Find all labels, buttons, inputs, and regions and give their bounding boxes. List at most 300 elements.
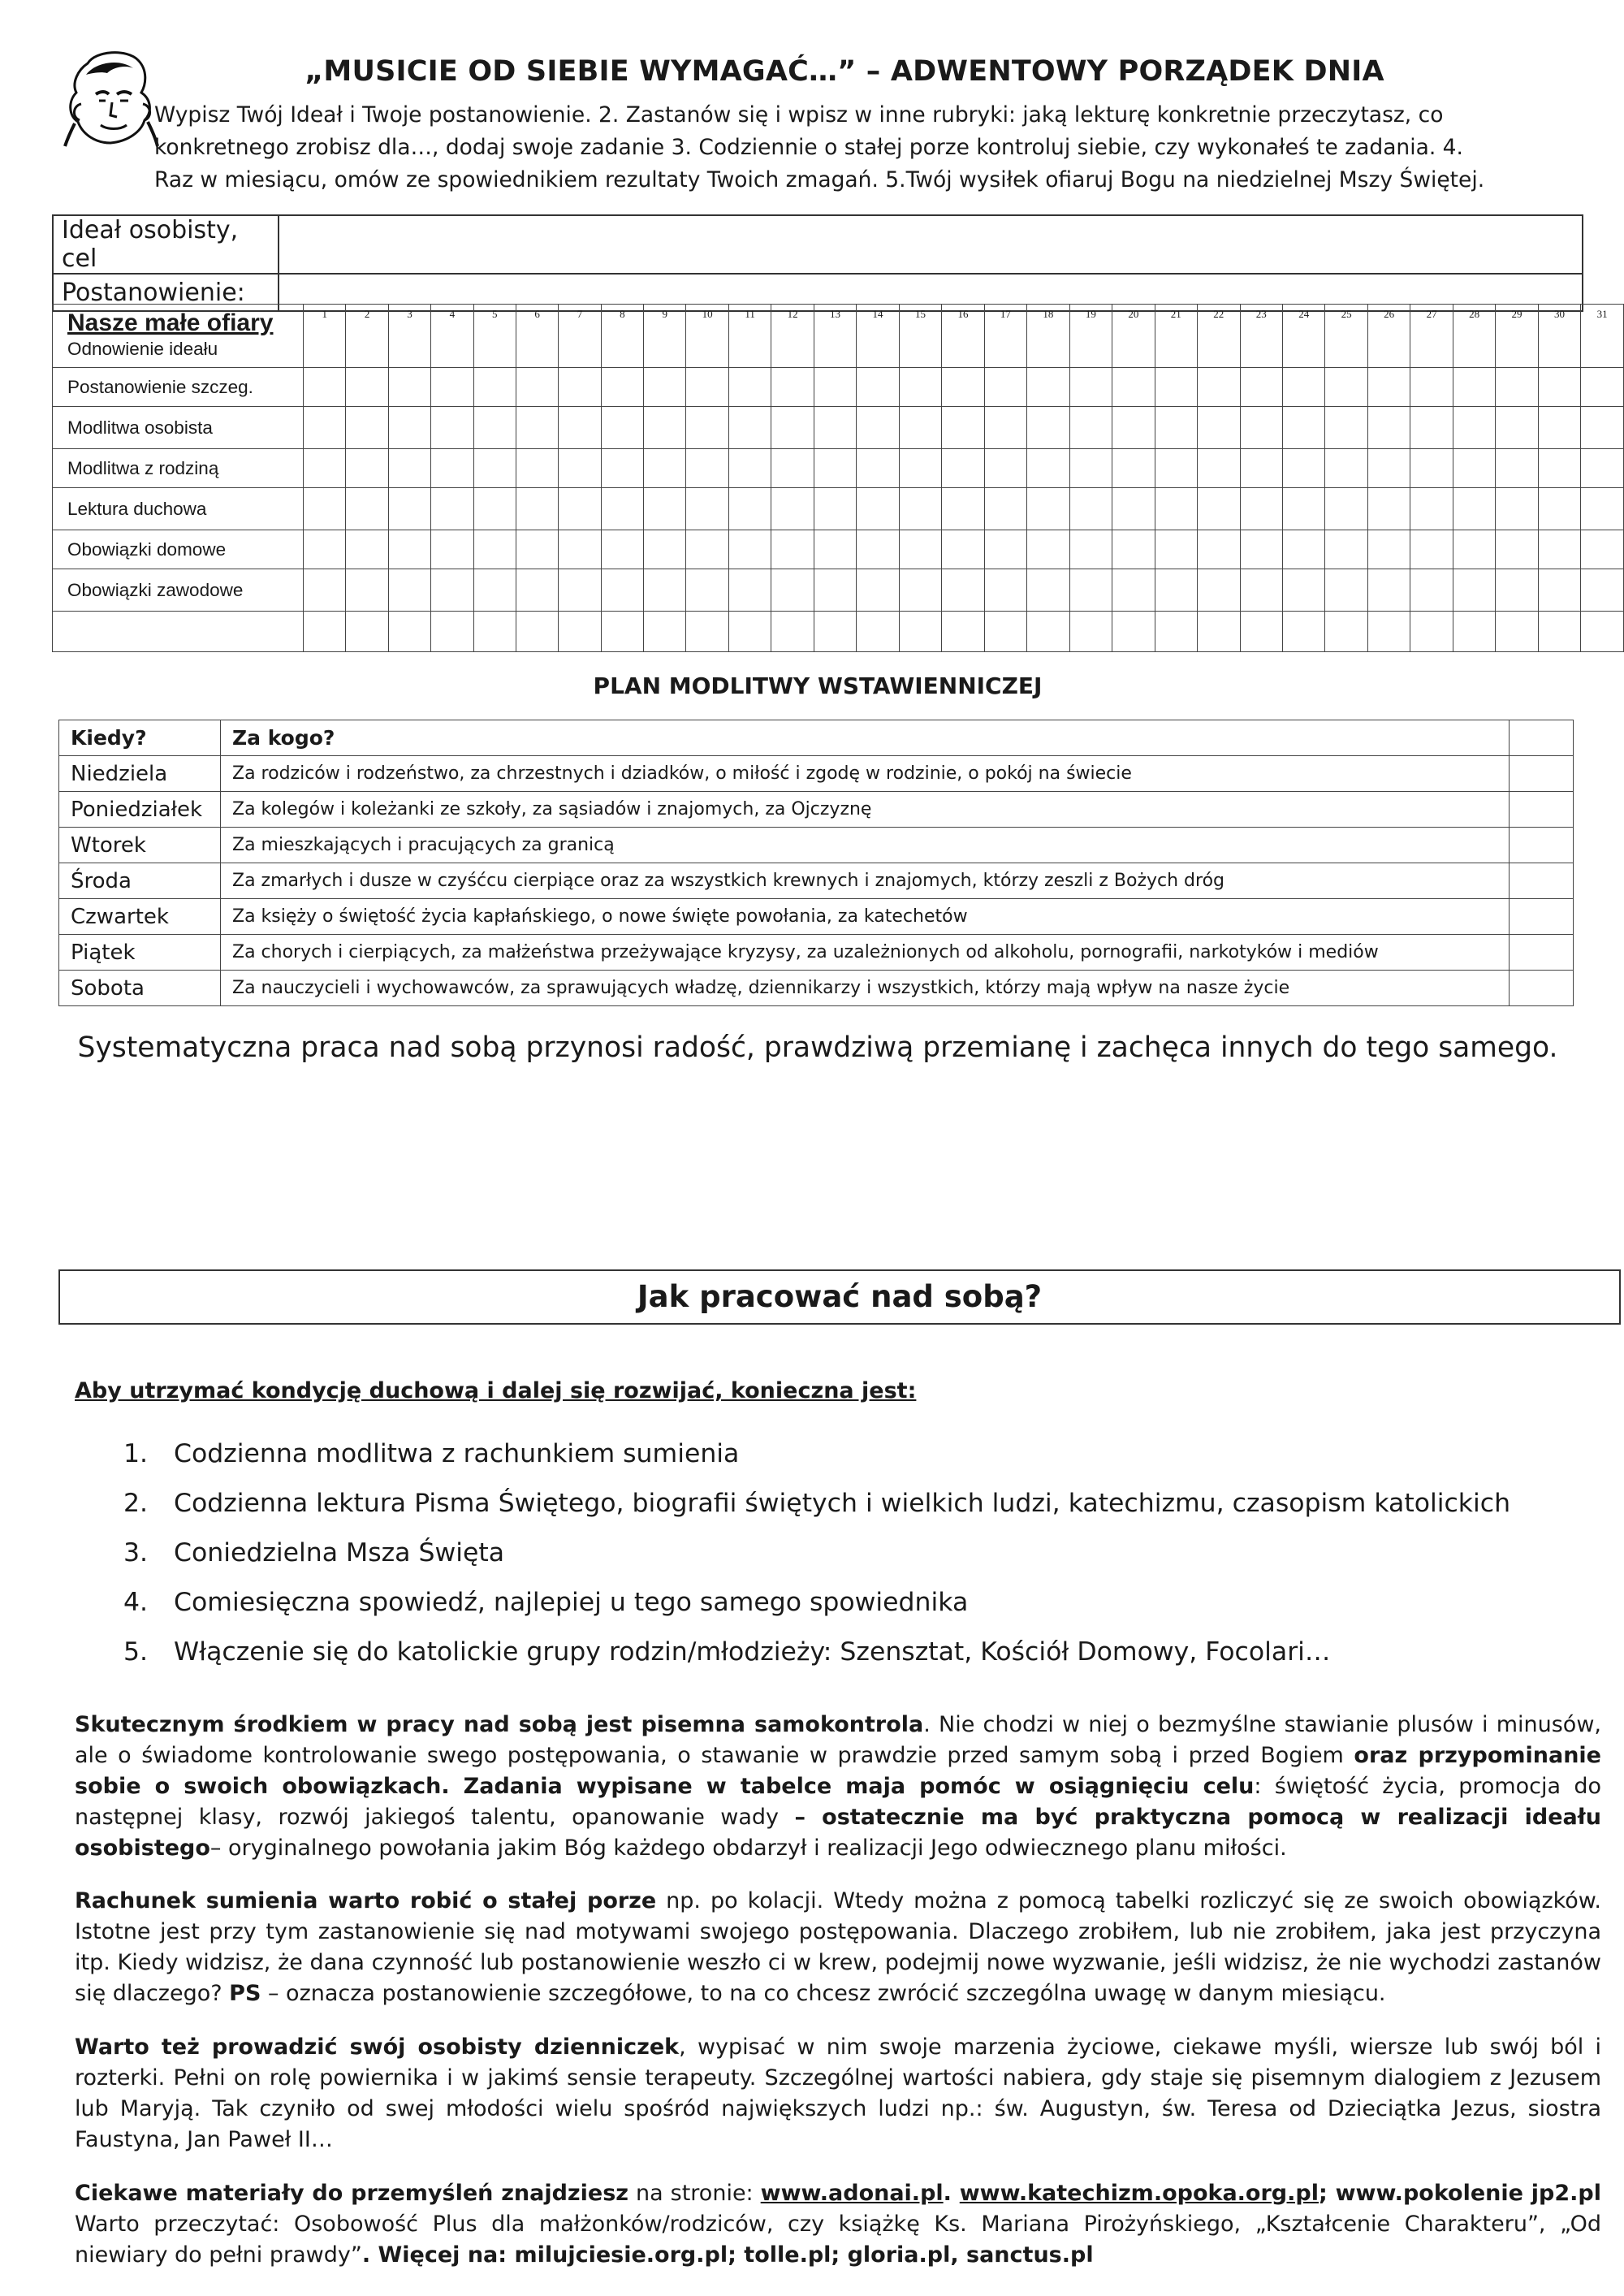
tracker-check-cell[interactable] — [1410, 569, 1453, 612]
tracker-check-cell[interactable] — [1538, 407, 1580, 449]
tracker-check-cell[interactable] — [1538, 530, 1580, 569]
prayer-intention: Za mieszkających i pracujących za granicą — [221, 828, 1510, 863]
conditions-list — [123, 1429, 1569, 1677]
tracker-check-cell[interactable] — [644, 530, 686, 569]
page-title: „MUSICIE OD SIEBIE WYMAGAĆ…” – ADWENTOWY PORZĄDEK DNIA — [304, 55, 1384, 88]
tracker-check-cell[interactable] — [1325, 488, 1367, 530]
tracker-check-cell[interactable] — [942, 569, 984, 612]
tracker-check-cell[interactable] — [899, 612, 941, 652]
tracker-check-cell[interactable] — [516, 368, 558, 407]
tracker-check-cell[interactable] — [516, 449, 558, 488]
check-cell[interactable] — [1510, 899, 1574, 935]
tracker-check-cell[interactable] — [984, 569, 1026, 612]
day-column-header: 19 — [1069, 305, 1112, 368]
tracker-check-cell[interactable] — [1282, 449, 1324, 488]
day-column-header: 12 — [771, 305, 814, 368]
tracker-check-cell[interactable] — [346, 530, 388, 569]
conditions-heading: Aby utrzymać kondycję duchową i dalej się rozwijać, konieczna jest: — [75, 1378, 917, 1403]
tracker-check-cell[interactable] — [771, 407, 814, 449]
paragraph-materials — [75, 2178, 1601, 2271]
instruction-line: Raz w miesiącu, omów ze spowiednikiem rezultaty Twoich zmagań. 5.Twój wysiłek ofiaruj Bogu na niedzielnej Mszy Świętej. — [154, 167, 1485, 192]
ideal-table — [52, 214, 1583, 312]
tracker-check-cell[interactable] — [942, 530, 984, 569]
day-column-header: 10 — [686, 305, 728, 368]
tracker-check-cell[interactable] — [431, 488, 473, 530]
day-column-header: 22 — [1198, 305, 1240, 368]
tracker-check-cell[interactable] — [1325, 407, 1367, 449]
tracker-check-cell[interactable] — [644, 449, 686, 488]
tracker-check-cell[interactable] — [899, 530, 941, 569]
tracker-check-cell[interactable] — [814, 612, 856, 652]
tracker-check-cell[interactable] — [473, 612, 516, 652]
tracker-check-cell[interactable] — [1240, 488, 1282, 530]
tracker-check-cell[interactable] — [559, 569, 601, 612]
tracker-check-cell[interactable] — [1027, 368, 1069, 407]
prayer-intention: Za kolegów i koleżanki ze szkoły, za sąsiadów i znajomych, za Ojczyznę — [221, 792, 1510, 828]
day-column-header: 7 — [559, 305, 601, 368]
tracker-check-cell[interactable] — [304, 449, 346, 488]
tracker-check-cell[interactable] — [857, 612, 899, 652]
tracker-check-cell[interactable] — [1027, 569, 1069, 612]
tracker-check-cell[interactable] — [1155, 407, 1197, 449]
tracker-check-cell[interactable] — [1198, 530, 1240, 569]
tracker-check-cell[interactable] — [1069, 569, 1112, 612]
tracker-check-cell[interactable] — [1112, 449, 1155, 488]
tracker-check-cell[interactable] — [1112, 488, 1155, 530]
tracker-check-cell[interactable] — [601, 407, 643, 449]
tracker-check-cell[interactable] — [1069, 368, 1112, 407]
tracker-check-cell[interactable] — [771, 530, 814, 569]
tracker-check-cell[interactable] — [686, 368, 728, 407]
prayer-day: Środa — [59, 863, 221, 899]
tracker-check-cell[interactable] — [1367, 612, 1410, 652]
list-item — [123, 1429, 1569, 1479]
tracker-check-cell[interactable] — [1325, 530, 1367, 569]
tracker-check-cell[interactable] — [1496, 449, 1538, 488]
tracker-check-cell[interactable] — [857, 407, 899, 449]
tracker-check-cell[interactable] — [857, 488, 899, 530]
day-column-header: 9 — [644, 305, 686, 368]
tracker-check-cell[interactable] — [1453, 449, 1495, 488]
tracker-check-cell[interactable] — [516, 530, 558, 569]
para-text: np. po kolacji. Wtedy można z pomocą tabelki rozliczyć się ze swoich obowiązków. Istotne jest przy tym zastanowienie się nad motywami swojego postępowania. Dlaczego zrobiłem, lub nie zrobiłem, jaka jest przyczyna itp. Kiedy widzisz, że dana czynność lub postanowienie weszło ci w krew, podejmij nowe wyzwanie, jeśli widzisz, że nie wychodzi zastanów się dlaczego? — [75, 1888, 1601, 2006]
tracker-check-cell[interactable] — [304, 407, 346, 449]
tracker-check-cell[interactable] — [899, 569, 941, 612]
tracker-check-cell[interactable] — [1155, 368, 1197, 407]
tracker-check-cell[interactable] — [1496, 530, 1538, 569]
day-column-header: 23 — [1240, 305, 1282, 368]
tracker-check-cell[interactable] — [1367, 488, 1410, 530]
tracker-check-cell[interactable] — [899, 488, 941, 530]
tracker-check-cell[interactable] — [814, 407, 856, 449]
day-column-header: 17 — [984, 305, 1026, 368]
tracker-check-cell[interactable] — [1069, 612, 1112, 652]
tracker-check-cell[interactable] — [899, 368, 941, 407]
tracker-check-cell[interactable] — [1198, 407, 1240, 449]
para-bold: . — [943, 2181, 960, 2206]
tracker-check-cell[interactable] — [899, 407, 941, 449]
tracker-check-cell[interactable] — [1453, 488, 1495, 530]
tracker-check-cell[interactable] — [1027, 407, 1069, 449]
day-column-header: 26 — [1367, 305, 1410, 368]
day-column-header: 2 — [346, 305, 388, 368]
tracker-check-cell[interactable] — [388, 368, 430, 407]
tracker-check-cell[interactable] — [1282, 612, 1324, 652]
tracker-check-cell[interactable] — [431, 449, 473, 488]
tracker-check-cell[interactable] — [1240, 569, 1282, 612]
tracker-check-cell[interactable] — [644, 612, 686, 652]
tracker-check-cell[interactable] — [516, 569, 558, 612]
tracker-check-cell[interactable] — [1581, 612, 1624, 652]
tracker-check-cell[interactable] — [1155, 449, 1197, 488]
tracker-check-cell[interactable] — [1581, 407, 1624, 449]
tracker-check-cell[interactable] — [814, 449, 856, 488]
tracker-check-cell[interactable] — [728, 569, 771, 612]
day-column-header: 25 — [1325, 305, 1367, 368]
tracker-check-cell[interactable] — [899, 449, 941, 488]
tracker-check-cell[interactable] — [346, 488, 388, 530]
tracker-check-cell[interactable] — [1367, 449, 1410, 488]
tracker-check-cell[interactable] — [1112, 368, 1155, 407]
prayer-plan-table — [58, 720, 1574, 1006]
tracker-check-cell[interactable] — [814, 530, 856, 569]
tracker-check-cell[interactable] — [1282, 569, 1324, 612]
tracker-check-cell[interactable] — [559, 368, 601, 407]
tracker-check-cell[interactable] — [1581, 368, 1624, 407]
prayer-intention: Za chorych i cierpiących, za małżeństwa przeżywające kryzysy, za uzależnionych od alkoholu, pornografii, narkotyków i mediów — [221, 935, 1510, 971]
tracker-check-cell[interactable] — [304, 612, 346, 652]
tracker-check-cell[interactable] — [1155, 488, 1197, 530]
tracker-check-cell[interactable] — [304, 569, 346, 612]
tracker-check-cell[interactable] — [644, 407, 686, 449]
tracker-check-cell[interactable] — [1282, 407, 1324, 449]
tracker-check-cell[interactable] — [1027, 530, 1069, 569]
tracker-check-cell[interactable] — [1410, 449, 1453, 488]
tracker-check-cell[interactable] — [431, 530, 473, 569]
tracker-item-label: Lektura duchowa — [53, 488, 304, 530]
tracker-item-label: Odnowienie ideału — [67, 339, 218, 359]
check-cell[interactable] — [1510, 971, 1574, 1006]
tracker-check-cell[interactable] — [473, 368, 516, 407]
tracker-check-cell[interactable] — [984, 530, 1026, 569]
para-text: , wypisać w nim swoje marzenia życiowe, ciekawe myśli, wiersze lub swój ból i rozterki. Pełni on rolę powiernika i w jakimś sensie terapeuty. Szczególnej wartości nabiera, gdy staje się pisemnym dialogiem z Jezusem lub Maryją. Tak czyniło od swej młodości wielu spośród największych ludzi np.: św. Augustyn, św. Teresa od Dzieciątka Jezus, siostra Faustyna, Jan Paweł II… — [75, 2034, 1602, 2152]
tracker-check-cell[interactable] — [942, 407, 984, 449]
tracker-check-cell[interactable] — [1453, 368, 1495, 407]
offerings-tracker-table — [52, 304, 1624, 652]
tracker-check-cell[interactable] — [601, 569, 643, 612]
check-cell[interactable] — [1510, 792, 1574, 828]
tracker-check-cell[interactable] — [1325, 449, 1367, 488]
tracker-check-cell[interactable] — [1496, 488, 1538, 530]
tracker-check-cell[interactable] — [1069, 407, 1112, 449]
check-cell[interactable] — [1510, 756, 1574, 792]
paragraph-self-control — [75, 1710, 1601, 1864]
tracker-check-cell[interactable] — [942, 449, 984, 488]
tracker-check-cell[interactable] — [304, 368, 346, 407]
tracker-check-cell[interactable] — [1325, 368, 1367, 407]
closing-sentence: Systematyczna praca nad sobą przynosi radość, prawdziwą przemianę i zachęca innych do tego samego. — [77, 1031, 1558, 1064]
tracker-check-cell[interactable] — [771, 488, 814, 530]
tracker-check-cell[interactable] — [388, 449, 430, 488]
tracker-heading: Nasze małe ofiary — [67, 309, 274, 336]
tracker-check-cell[interactable] — [984, 488, 1026, 530]
tracker-check-cell[interactable] — [1240, 449, 1282, 488]
tracker-check-cell[interactable] — [1325, 569, 1367, 612]
tracker-check-cell[interactable] — [1112, 569, 1155, 612]
prayer-day: Piątek — [59, 935, 221, 971]
tracker-check-cell[interactable] — [1496, 407, 1538, 449]
tracker-check-cell[interactable] — [984, 612, 1026, 652]
tracker-check-cell[interactable] — [1198, 612, 1240, 652]
instructions — [154, 99, 1535, 197]
tracker-item-label: Obowiązki zawodowe — [53, 569, 304, 612]
tracker-check-cell[interactable] — [686, 569, 728, 612]
instruction-line: Wypisz Twój Ideał i Twoje postanowienie. 2. Zastanów się i wpisz w inne rubryki: jaką lekturę konkretnie przeczytasz, co — [154, 102, 1444, 128]
tracker-check-cell[interactable] — [473, 569, 516, 612]
tracker-check-cell[interactable] — [814, 569, 856, 612]
tracker-check-cell[interactable] — [728, 488, 771, 530]
tracker-check-cell[interactable] — [814, 368, 856, 407]
tracker-check-cell[interactable] — [1538, 612, 1580, 652]
tracker-check-cell[interactable] — [1367, 407, 1410, 449]
tracker-check-cell[interactable] — [1240, 530, 1282, 569]
tracker-check-cell[interactable] — [1240, 407, 1282, 449]
tracker-check-cell[interactable] — [1027, 488, 1069, 530]
tracker-check-cell[interactable] — [728, 407, 771, 449]
tracker-check-cell[interactable] — [1581, 449, 1624, 488]
tracker-check-cell[interactable] — [346, 569, 388, 612]
day-column-header: 18 — [1027, 305, 1069, 368]
para-bold: oraz przypominanie sobie o swoich obowiązkach. Zadania wypisane w tabelce maja pomóc w osiągnięciu celu — [75, 1743, 1601, 1799]
para-text: Warto przeczytać: Osobowość Plus dla małżonków/rodziców, czy książkę Ks. Mariana Pirożyńskiego, „Kształcenie Charakteru”, „Od niewiary do pełni prawdy” — [75, 2212, 1601, 2268]
tracker-check-cell[interactable] — [431, 569, 473, 612]
tracker-check-cell[interactable] — [601, 449, 643, 488]
tracker-check-cell[interactable] — [1069, 530, 1112, 569]
tracker-check-cell[interactable] — [1027, 449, 1069, 488]
tracker-check-cell[interactable] — [1410, 488, 1453, 530]
col-when-header: Kiedy? — [59, 720, 221, 756]
list-item — [123, 1479, 1569, 1529]
tracker-check-cell[interactable] — [1198, 449, 1240, 488]
check-cell[interactable] — [1510, 863, 1574, 899]
tracker-check-cell[interactable] — [1453, 530, 1495, 569]
tracker-check-cell[interactable] — [431, 612, 473, 652]
tracker-check-cell[interactable] — [1112, 530, 1155, 569]
tracker-check-cell[interactable] — [942, 488, 984, 530]
tracker-check-cell[interactable] — [728, 449, 771, 488]
tracker-check-cell[interactable] — [1198, 368, 1240, 407]
prayer-intention: Za księży o świętość życia kapłańskiego, o nowe święte powołania, za katechetów — [221, 899, 1510, 935]
tracker-heading-cell — [53, 305, 304, 368]
para-bold: – ostatecznie ma być praktyczna pomocą w realizacji ideału osobistego — [75, 1805, 1601, 1861]
day-column-header: 20 — [1112, 305, 1155, 368]
tracker-check-cell[interactable] — [1155, 569, 1197, 612]
tracker-check-cell[interactable] — [771, 368, 814, 407]
tracker-check-cell[interactable] — [559, 530, 601, 569]
ideal-field[interactable] — [279, 215, 1583, 274]
tracker-check-cell[interactable] — [644, 569, 686, 612]
link-pokolenie[interactable]: ; www.pokolenie jp2.pl — [1318, 2181, 1601, 2206]
tracker-check-cell[interactable] — [304, 488, 346, 530]
check-cell[interactable] — [1510, 935, 1574, 971]
tracker-check-cell[interactable] — [473, 449, 516, 488]
prayer-intention: Za rodziców i rodzeństwo, za chrzestnych i dziadków, o miłość i zgodę w rodzinie, o pokój na świecie — [221, 756, 1510, 792]
tracker-check-cell[interactable] — [1410, 407, 1453, 449]
tracker-check-cell[interactable] — [814, 488, 856, 530]
tracker-check-cell[interactable] — [1410, 530, 1453, 569]
tracker-check-cell[interactable] — [1538, 449, 1580, 488]
tracker-check-cell[interactable] — [1496, 368, 1538, 407]
tracker-item-label: Modlitwa osobista — [53, 407, 304, 449]
tracker-check-cell[interactable] — [1496, 612, 1538, 652]
tracker-check-cell[interactable] — [1581, 569, 1624, 612]
tracker-check-cell[interactable] — [388, 407, 430, 449]
para-text: . Nie chodzi w niej o bezmyślne stawianie plusów i minusów, ale o świadome kontrolowanie swego postępowania, o stawanie w prawdzie przed samym sobą i przed Bogiem — [75, 1712, 1601, 1768]
tracker-check-cell[interactable] — [1325, 612, 1367, 652]
tracker-check-cell[interactable] — [1240, 612, 1282, 652]
tracker-check-cell[interactable] — [431, 368, 473, 407]
tracker-check-cell[interactable] — [728, 530, 771, 569]
tracker-check-cell[interactable] — [771, 569, 814, 612]
tracker-check-cell[interactable] — [644, 488, 686, 530]
ideal-label: Ideał osobisty, cel — [53, 215, 279, 274]
tracker-check-cell[interactable] — [942, 368, 984, 407]
tracker-check-cell[interactable] — [857, 569, 899, 612]
tracker-check-cell[interactable] — [686, 488, 728, 530]
tracker-check-cell[interactable] — [1538, 368, 1580, 407]
check-cell[interactable] — [1510, 720, 1574, 756]
link-katechizm[interactable]: www.katechizm.opoka.org.pl — [959, 2181, 1319, 2206]
tracker-check-cell[interactable] — [1496, 569, 1538, 612]
tracker-check-cell[interactable] — [1367, 530, 1410, 569]
tracker-check-cell[interactable] — [686, 407, 728, 449]
tracker-check-cell[interactable] — [473, 488, 516, 530]
day-column-header: 11 — [728, 305, 771, 368]
tracker-check-cell[interactable] — [346, 368, 388, 407]
day-column-header: 3 — [388, 305, 430, 368]
tracker-check-cell[interactable] — [1453, 569, 1495, 612]
tracker-check-cell[interactable] — [771, 449, 814, 488]
tracker-check-cell[interactable] — [1282, 368, 1324, 407]
tracker-check-cell[interactable] — [516, 488, 558, 530]
prayer-intention: Za zmarłych i dusze w czyśćcu cierpiące oraz za wszystkich krewnych i znajomych, którzy zeszli z Bożych dróg — [221, 863, 1510, 899]
list-text: Coniedzielna Msza Święta — [174, 1538, 505, 1567]
tracker-check-cell[interactable] — [1282, 488, 1324, 530]
tracker-check-cell[interactable] — [1240, 368, 1282, 407]
tracker-check-cell[interactable] — [346, 449, 388, 488]
paragraph-conscience — [75, 1886, 1601, 2009]
day-column-header: 5 — [473, 305, 516, 368]
tracker-check-cell[interactable] — [857, 530, 899, 569]
tracker-check-cell[interactable] — [857, 368, 899, 407]
day-column-header: 24 — [1282, 305, 1324, 368]
tracker-check-cell[interactable] — [1581, 530, 1624, 569]
tracker-check-cell[interactable] — [728, 612, 771, 652]
tracker-check-cell[interactable] — [1198, 569, 1240, 612]
tracker-check-cell[interactable] — [473, 407, 516, 449]
tracker-check-cell[interactable] — [984, 407, 1026, 449]
tracker-check-cell[interactable] — [473, 530, 516, 569]
tracker-check-cell[interactable] — [388, 530, 430, 569]
tracker-check-cell[interactable] — [304, 530, 346, 569]
tracker-check-cell[interactable] — [388, 488, 430, 530]
tracker-check-cell[interactable] — [1112, 407, 1155, 449]
prayer-day: Wtorek — [59, 828, 221, 863]
section-title-box — [58, 1269, 1621, 1325]
tracker-check-cell[interactable] — [559, 612, 601, 652]
tracker-item-label: Postanowienie szczeg. — [53, 368, 304, 407]
tracker-check-cell[interactable] — [346, 407, 388, 449]
tracker-check-cell[interactable] — [559, 407, 601, 449]
tracker-check-cell[interactable] — [984, 449, 1026, 488]
tracker-check-cell[interactable] — [1069, 449, 1112, 488]
tracker-check-cell[interactable] — [388, 569, 430, 612]
para-text: na stronie: — [628, 2181, 761, 2206]
link-adonai[interactable]: www.adonai.pl — [760, 2181, 944, 2206]
day-column-header: 14 — [857, 305, 899, 368]
tracker-check-cell[interactable] — [1198, 488, 1240, 530]
tracker-check-cell[interactable] — [516, 407, 558, 449]
tracker-check-cell[interactable] — [1367, 368, 1410, 407]
tracker-check-cell[interactable] — [1027, 612, 1069, 652]
tracker-check-cell[interactable] — [1453, 407, 1495, 449]
tracker-check-cell[interactable] — [644, 368, 686, 407]
tracker-check-cell[interactable] — [346, 612, 388, 652]
day-column-header: 13 — [814, 305, 856, 368]
list-item — [123, 1628, 1569, 1677]
tracker-check-cell[interactable] — [686, 530, 728, 569]
check-cell[interactable] — [1510, 828, 1574, 863]
day-column-header: 30 — [1538, 305, 1580, 368]
tracker-check-cell[interactable] — [559, 449, 601, 488]
tracker-check-cell[interactable] — [1538, 569, 1580, 612]
prayer-plan-title: PLAN MODLITWY WSTAWIENNICZEJ — [593, 672, 1043, 699]
tracker-check-cell[interactable] — [601, 530, 643, 569]
para-text: – oznacza postanowienie szczegółowe, to na co chcesz zwrócić szczególna uwagę w danym miesiącu. — [261, 1981, 1386, 2006]
tracker-check-cell[interactable] — [1453, 612, 1495, 652]
tracker-check-cell[interactable] — [601, 488, 643, 530]
tracker-check-cell[interactable] — [1155, 530, 1197, 569]
tracker-check-cell[interactable] — [686, 449, 728, 488]
tracker-check-cell[interactable] — [728, 368, 771, 407]
tracker-check-cell[interactable] — [1410, 368, 1453, 407]
tracker-check-cell[interactable] — [559, 488, 601, 530]
tracker-check-cell[interactable] — [857, 449, 899, 488]
tracker-check-cell[interactable] — [601, 612, 643, 652]
day-column-header: 28 — [1453, 305, 1495, 368]
tracker-check-cell[interactable] — [942, 612, 984, 652]
tracker-check-cell[interactable] — [1282, 530, 1324, 569]
tracker-check-cell[interactable] — [431, 407, 473, 449]
tracker-check-cell[interactable] — [388, 612, 430, 652]
day-column-header: 27 — [1410, 305, 1453, 368]
tracker-check-cell[interactable] — [1112, 612, 1155, 652]
tracker-check-cell[interactable] — [601, 368, 643, 407]
tracker-check-cell[interactable] — [686, 612, 728, 652]
resolution-label: Postanowienie: — [53, 274, 279, 311]
tracker-item-label — [53, 612, 304, 652]
tracker-check-cell[interactable] — [984, 368, 1026, 407]
tracker-check-cell[interactable] — [1581, 488, 1624, 530]
tracker-check-cell[interactable] — [1155, 612, 1197, 652]
tracker-check-cell[interactable] — [1410, 612, 1453, 652]
tracker-check-cell[interactable] — [1069, 488, 1112, 530]
tracker-check-cell[interactable] — [1367, 569, 1410, 612]
tracker-check-cell[interactable] — [771, 612, 814, 652]
tracker-check-cell[interactable] — [1538, 488, 1580, 530]
tracker-check-cell[interactable] — [516, 612, 558, 652]
prayer-day: Poniedziałek — [59, 792, 221, 828]
